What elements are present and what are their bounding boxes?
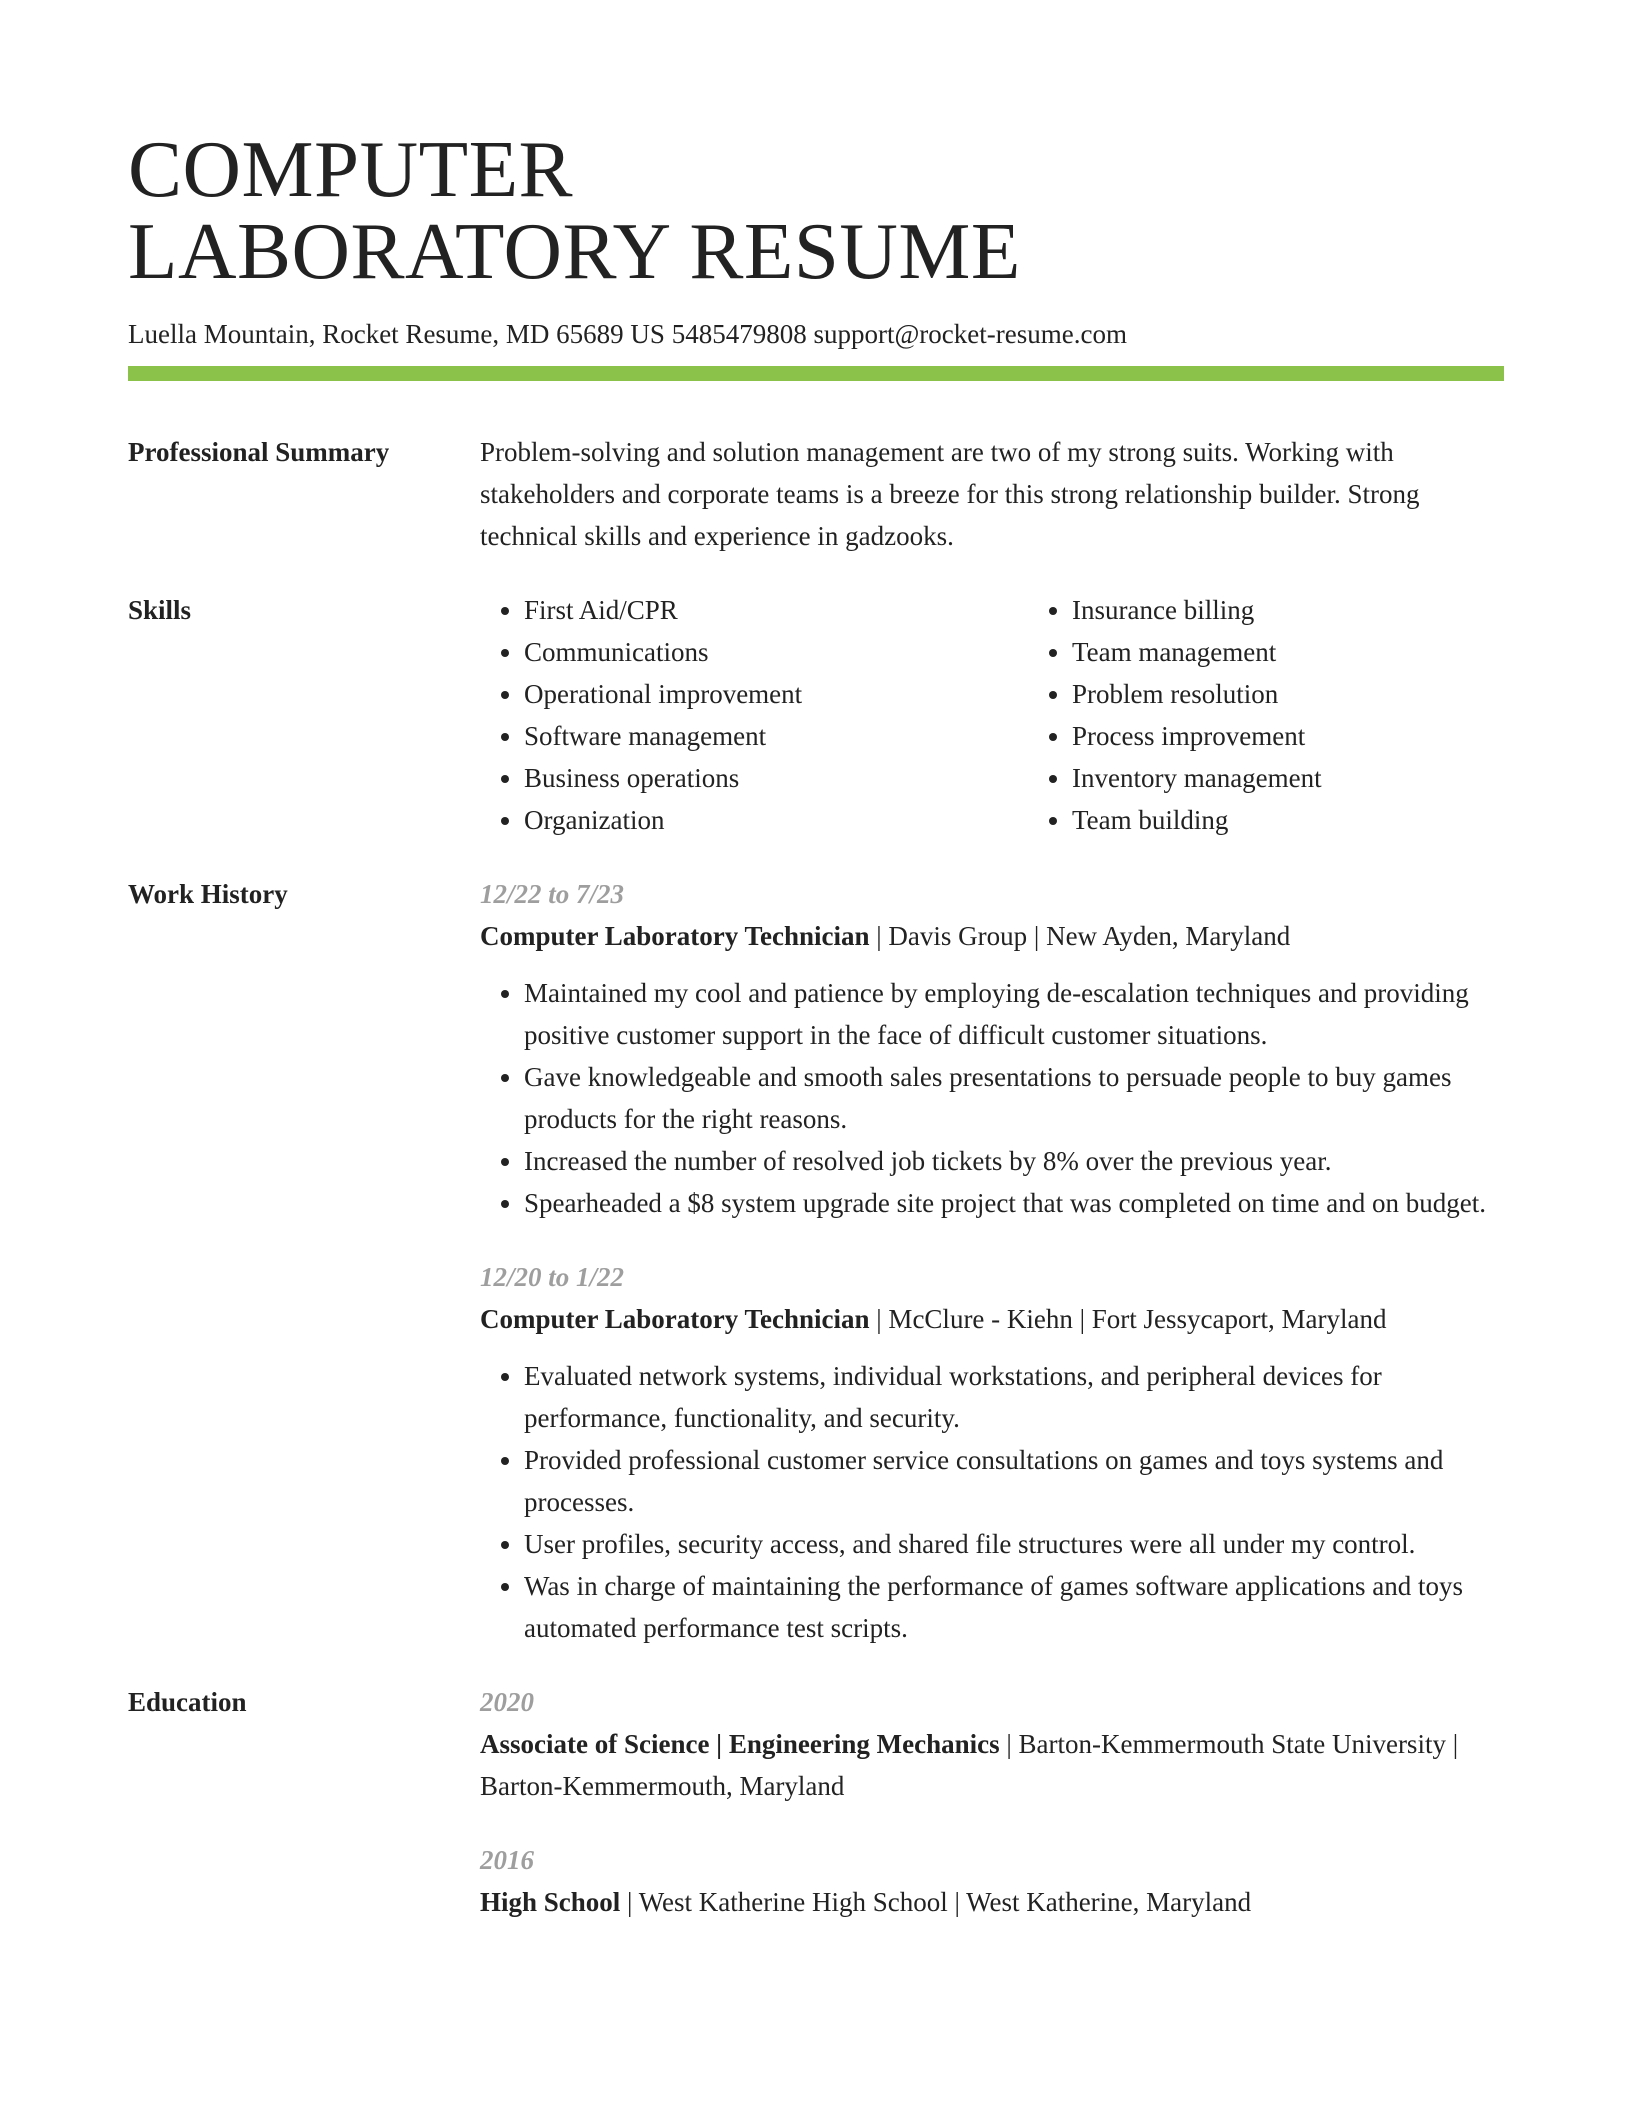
skills-section — [128, 589, 1504, 841]
skill-item: • Team management — [1072, 631, 1322, 673]
job-bullet: • Was in charge of maintaining the performance of games software applications and toys automated performance test scripts. — [524, 1565, 1504, 1649]
job-bullets — [480, 972, 1504, 1224]
job-bullet: • Provided professional customer service consultations on games and toys systems and processes. — [524, 1439, 1504, 1523]
degree-name: Associate of Science | Engineering Mechanics — [480, 1729, 1000, 1759]
skill-item: • Organization — [524, 799, 984, 841]
job-heading — [480, 1298, 1504, 1340]
contact-info: Luella Mountain, Rocket Resume, MD 65689 US 5485479808 support@rocket-resume.com — [128, 319, 1127, 349]
skill-item: • Software management — [524, 715, 984, 757]
section-label: Education — [128, 1687, 247, 1717]
job-dates: 12/22 to 7/23 — [480, 879, 625, 909]
education-year: 2020 — [480, 1687, 534, 1717]
education-entry — [480, 1681, 1504, 1807]
section-label: Work History — [128, 879, 288, 909]
job-title: Computer Laboratory Technician — [480, 1304, 870, 1334]
job-bullet: • Evaluated network systems, individual workstations, and peripheral devices for performance, functionality, and security. — [524, 1355, 1504, 1439]
work-history-content — [480, 873, 1504, 1649]
professional-summary-section — [128, 431, 1504, 557]
education-entry — [480, 1839, 1504, 1923]
skills-list — [480, 589, 1504, 841]
education-heading — [480, 1881, 1504, 1923]
skill-item: • Team building — [1072, 799, 1322, 841]
education-details: | Barton-Kemmermouth State University | Barton-Kemmermouth, Maryland — [480, 1729, 1459, 1801]
work-history-section — [128, 873, 1504, 1649]
title-line-2: LABORATORY RESUME — [128, 206, 1021, 296]
section-label: Professional Summary — [128, 437, 390, 467]
summary-text: Problem-solving and solution management are two of my strong suits. Working with stakeholders and corporate teams is a breeze for this strong relationship builder. Strong technical skills and experience in gadzooks. — [480, 437, 1420, 551]
education-year: 2016 — [480, 1845, 534, 1875]
skill-item: • Insurance billing — [1072, 589, 1322, 631]
job-bullet: • Gave knowledgeable and smooth sales presentations to persuade people to buy games products for the right reasons. — [524, 1056, 1504, 1140]
job-details: | Davis Group | New Ayden, Maryland — [869, 921, 1291, 951]
skill-item: • Problem resolution — [1072, 673, 1322, 715]
skills-column-1 — [480, 589, 984, 841]
job-details: | McClure - Kiehn | Fort Jessycaport, Maryland — [869, 1304, 1387, 1334]
job-bullet: • Increased the number of resolved job tickets by 8% over the previous year. — [524, 1140, 1504, 1182]
section-label: Skills — [128, 595, 192, 625]
job-bullets — [480, 1355, 1504, 1649]
degree-name: High School — [480, 1887, 621, 1917]
resume-page — [128, 0, 1504, 1923]
job-entry — [480, 1256, 1504, 1649]
education-details: | West Katherine High School | West Katherine, Maryland — [620, 1887, 1252, 1917]
job-heading — [480, 915, 1504, 957]
skills-column-2 — [1028, 589, 1322, 841]
education-section — [128, 1681, 1504, 1923]
skill-item: • Operational improvement — [524, 673, 984, 715]
resume-title — [128, 0, 1504, 296]
job-bullet: • Maintained my cool and patience by employing de-escalation techniques and providing positive customer support in the face of difficult customer situations. — [524, 972, 1504, 1056]
education-heading — [480, 1723, 1504, 1807]
skill-item: • Communications — [524, 631, 984, 673]
skill-item: • First Aid/CPR — [524, 589, 984, 631]
job-bullet: • User profiles, security access, and shared file structures were all under my control. — [524, 1523, 1504, 1565]
education-content — [480, 1681, 1504, 1923]
job-title: Computer Laboratory Technician — [480, 921, 870, 951]
skill-item: • Business operations — [524, 757, 984, 799]
skill-item: • Inventory management — [1072, 757, 1322, 799]
job-entry — [480, 873, 1504, 1224]
job-dates: 12/20 to 1/22 — [480, 1262, 625, 1292]
skill-item: • Process improvement — [1072, 715, 1322, 757]
job-bullet: • Spearheaded a $8 system upgrade site project that was completed on time and on budget. — [524, 1182, 1504, 1224]
title-line-1: COMPUTER — [128, 124, 574, 214]
accent-divider — [128, 366, 1504, 381]
